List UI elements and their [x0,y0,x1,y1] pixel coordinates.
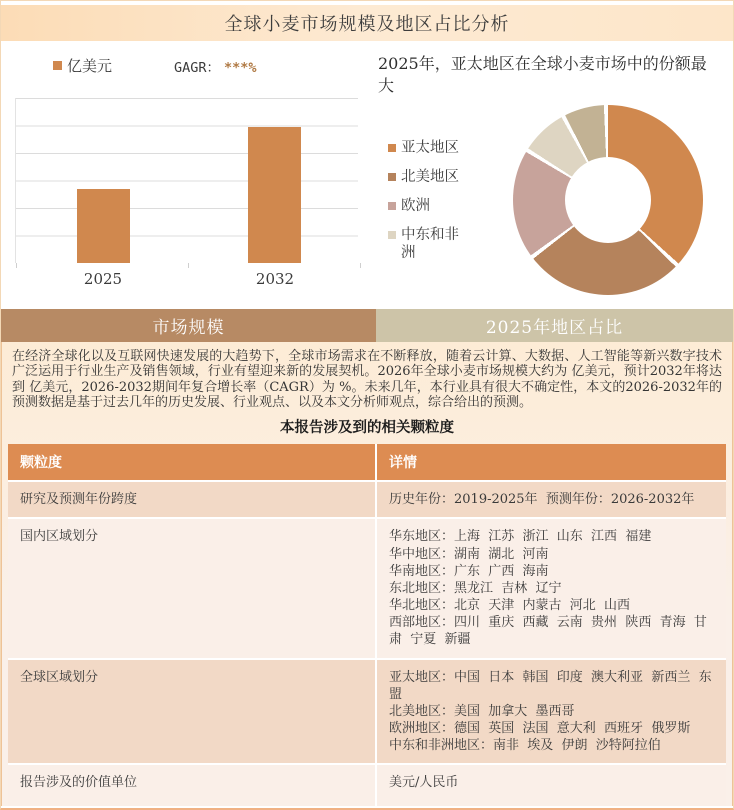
bar-legend-label: 亿美元 [67,57,113,75]
page-title: 全球小麦市场规模及地区占比分析 [224,14,510,35]
table-row [8,517,726,657]
table-heading: 本报告涉及到的相关颗粒度 [280,419,454,437]
legend-label: 欧洲 [401,197,430,214]
axis-tick [188,263,189,268]
page-title-bar [1,5,733,41]
legend-swatch-icon [388,231,396,239]
detail-line: 历史年份：2019-2025年 预测年份：2026-2032年 [389,492,695,508]
legend-item [388,139,463,158]
legend-item [388,168,463,187]
row-detail [375,519,726,657]
detail-line: 西部地区：四川 重庆 西藏 云南 贵州 陕西 青海 甘肃 宁夏 新疆 [389,615,707,648]
row-label: 研究及预测年份跨度 [20,492,138,508]
axis-tick [360,263,361,268]
donut-headline: 2025年，亚太地区在全球小麦市场中的份额最大 [378,54,707,95]
column-header: 颗粒度 [20,455,62,472]
tab-label: 市场规模 [152,318,225,338]
granularity-table [8,444,726,806]
intro-paragraph: 在经济全球化以及互联网快速发展的大趋势下，全球市场需求在不断释放，随着云计算、大数据、人工智能等新兴数字技术广泛运用于行业生产及销售领域，行业有望迎来新的发展契机。2026年全球小麦市场规模大约为 亿美元，预计2032年将达到 亿美元，2026-2032期间年复合增长率（CAGR）为 %。未来几年，本行业具有很大不确定性，本文的2026-2032年的预测数据是基于过去几年的历史发展、行业观点、以及本文分析师观点，综合给出的预测。 [12,349,722,410]
tab-market-size[interactable] [1,309,376,342]
cagr-label [174,56,257,76]
table-row [8,658,726,764]
table-row [8,763,726,806]
detail-line: 华东地区：上海 江苏 浙江 山东 江西 福建 [389,529,652,545]
legend-item [388,197,463,216]
detail-line: 中东和非洲地区：南非 埃及 伊朗 沙特阿拉伯 [389,738,661,754]
legend-label: 亚太地区 [401,140,459,156]
donut-chart [513,105,703,295]
row-label: 全球区域划分 [20,669,99,685]
legend-label: 北美地区 [401,168,459,185]
bar [77,189,130,263]
legend-item [388,226,463,264]
legend-swatch-icon [53,61,62,70]
bar-chart-legend [11,55,362,76]
report-body [1,342,733,806]
legend-label: 中东和非洲 [401,226,459,262]
donut-legend [388,139,463,273]
row-label: 报告涉及的价值单位 [20,775,138,791]
table-header-row [8,444,726,480]
cagr-value: ***% [224,59,257,76]
detail-line: 亚太地区：中国 日本 韩国 印度 澳大利亚 新西兰 东盟 [389,669,712,702]
row-detail [375,482,726,517]
section-tabs [1,309,733,342]
detail-line: 欧洲地区：德国 英国 法国 意大利 西班牙 俄罗斯 [389,721,691,737]
column-header: 详情 [375,444,726,480]
tab-region-share[interactable] [376,309,733,342]
row-label: 国内区域划分 [20,529,99,545]
tab-label: 2025年地区占比 [485,318,624,338]
detail-line: 华北地区：北京 天津 内蒙古 河北 山西 [389,598,631,614]
detail-line: 东北地区：黑龙江 吉林 辽宁 [389,580,562,596]
x-axis-label: 2032 [255,270,295,288]
detail-line: 华南地区：广东 广西 海南 [389,563,549,579]
detail-line: 美元/人民币 [389,775,459,791]
detail-line: 华中地区：湖南 湖北 河南 [389,546,549,562]
legend-swatch-icon [388,173,396,181]
table-row [8,480,726,517]
bar [248,127,301,263]
bar-chart-plot [15,98,358,288]
donut-chart-panel [368,41,733,309]
row-detail [375,765,726,806]
legend-swatch-icon [388,202,396,210]
cagr-prefix: GAGR： [174,59,221,76]
legend-swatch-icon [388,144,396,152]
bar-chart-panel [1,41,368,309]
detail-line: 北美地区：美国 加拿大 墨西哥 [389,703,575,719]
row-detail [375,660,726,764]
charts-row [1,41,733,309]
axis-tick [16,263,17,268]
x-axis-label: 2025 [83,270,123,288]
